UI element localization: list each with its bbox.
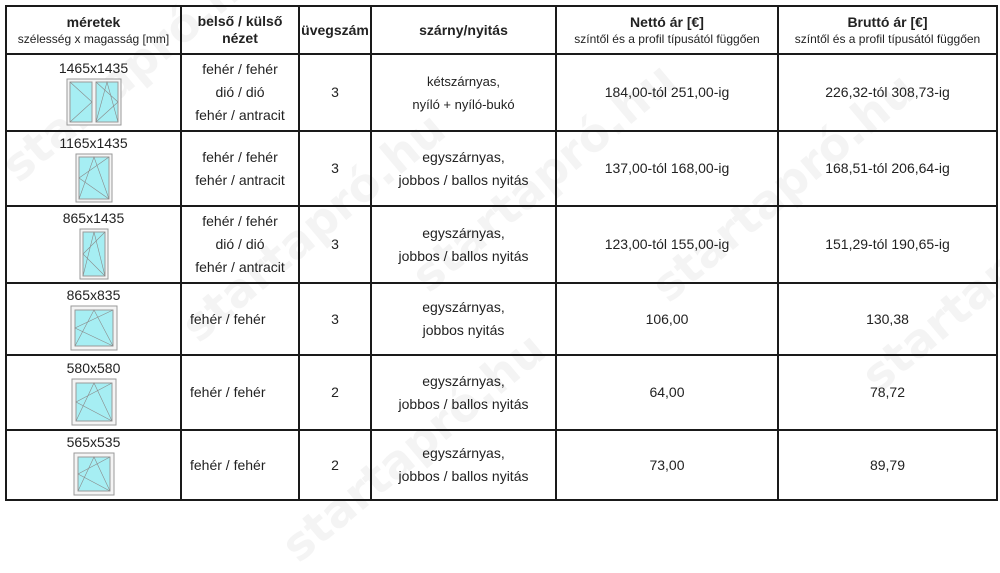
header-row bbox=[6, 6, 997, 54]
single-casement-window-icon bbox=[71, 378, 117, 426]
single-casement-window-icon bbox=[75, 153, 113, 203]
net-price-cell: 137,00-tól 168,00-ig bbox=[556, 131, 778, 206]
size-cell bbox=[6, 206, 181, 283]
size-cell bbox=[6, 430, 181, 500]
table-row bbox=[6, 430, 997, 500]
size-label: 565x535 bbox=[66, 434, 121, 450]
size-cell bbox=[6, 355, 181, 430]
header-gross-price: Bruttó ár [€] színtől és a profil típusától függően bbox=[778, 6, 997, 54]
glass-count-cell: 2 bbox=[299, 430, 371, 500]
net-price-cell: 123,00-tól 155,00-ig bbox=[556, 206, 778, 283]
opening-cell: egyszárnyas, jobbos nyitás bbox=[371, 283, 556, 355]
glass-count-cell: 3 bbox=[299, 283, 371, 355]
size-label: 580x580 bbox=[66, 359, 121, 376]
table-row bbox=[6, 54, 997, 131]
view-cell: fehér / fehér dió / dió fehér / antracit bbox=[181, 206, 299, 283]
single-casement-window-icon bbox=[70, 305, 118, 351]
size-label: 865x1435 bbox=[62, 209, 125, 226]
table-row bbox=[6, 131, 997, 206]
net-price-cell: 64,00 bbox=[556, 355, 778, 430]
double-casement-window-icon bbox=[66, 78, 122, 126]
table-row bbox=[6, 283, 997, 355]
gross-price-cell: 130,38 bbox=[778, 283, 997, 355]
glass-count-cell: 3 bbox=[299, 206, 371, 283]
gross-price-cell: 89,79 bbox=[778, 430, 997, 500]
view-cell: fehér / fehér dió / dió fehér / antracit bbox=[181, 54, 299, 131]
gross-price-cell: 168,51-tól 206,64-ig bbox=[778, 131, 997, 206]
price-table bbox=[5, 5, 998, 501]
opening-cell: egyszárnyas, jobbos / ballos nyitás bbox=[371, 355, 556, 430]
header-opening: szárny/nyitás bbox=[371, 6, 556, 54]
glass-count-cell: 3 bbox=[299, 131, 371, 206]
header-view: belső / külső nézet bbox=[181, 6, 299, 54]
net-price-cell: 184,00-tól 251,00-ig bbox=[556, 54, 778, 131]
view-cell: fehér / fehér fehér / antracit bbox=[181, 131, 299, 206]
size-label: 1165x1435 bbox=[59, 134, 128, 151]
net-price-cell: 73,00 bbox=[556, 430, 778, 500]
size-cell bbox=[6, 131, 181, 206]
size-cell bbox=[6, 283, 181, 355]
gross-price-cell: 151,29-tól 190,65-ig bbox=[778, 206, 997, 283]
header-glass: üvegszám bbox=[299, 6, 371, 54]
size-label: 1465x1435 bbox=[58, 59, 129, 76]
header-net-price: Nettó ár [€] színtől és a profil típusától függően bbox=[556, 6, 778, 54]
net-price-cell: 106,00 bbox=[556, 283, 778, 355]
size-label: 865x835 bbox=[66, 287, 121, 303]
gross-price-cell: 226,32-tól 308,73-ig bbox=[778, 54, 997, 131]
opening-cell: kétszárnyas, nyíló + nyíló-bukó bbox=[371, 54, 556, 131]
opening-cell: egyszárnyas, jobbos / ballos nyitás bbox=[371, 206, 556, 283]
opening-cell: egyszárnyas, jobbos / ballos nyitás bbox=[371, 131, 556, 206]
table-row bbox=[6, 355, 997, 430]
glass-count-cell: 2 bbox=[299, 355, 371, 430]
single-casement-window-icon bbox=[73, 452, 115, 496]
view-cell: fehér / fehér bbox=[181, 430, 299, 500]
table-row bbox=[6, 206, 997, 283]
header-size: méretek szélesség x magasság [mm] bbox=[6, 6, 181, 54]
size-cell bbox=[6, 54, 181, 131]
single-casement-window-icon bbox=[79, 228, 109, 280]
opening-cell: egyszárnyas, jobbos / ballos nyitás bbox=[371, 430, 556, 500]
view-cell: fehér / fehér bbox=[181, 283, 299, 355]
view-cell: fehér / fehér bbox=[181, 355, 299, 430]
glass-count-cell: 3 bbox=[299, 54, 371, 131]
gross-price-cell: 78,72 bbox=[778, 355, 997, 430]
